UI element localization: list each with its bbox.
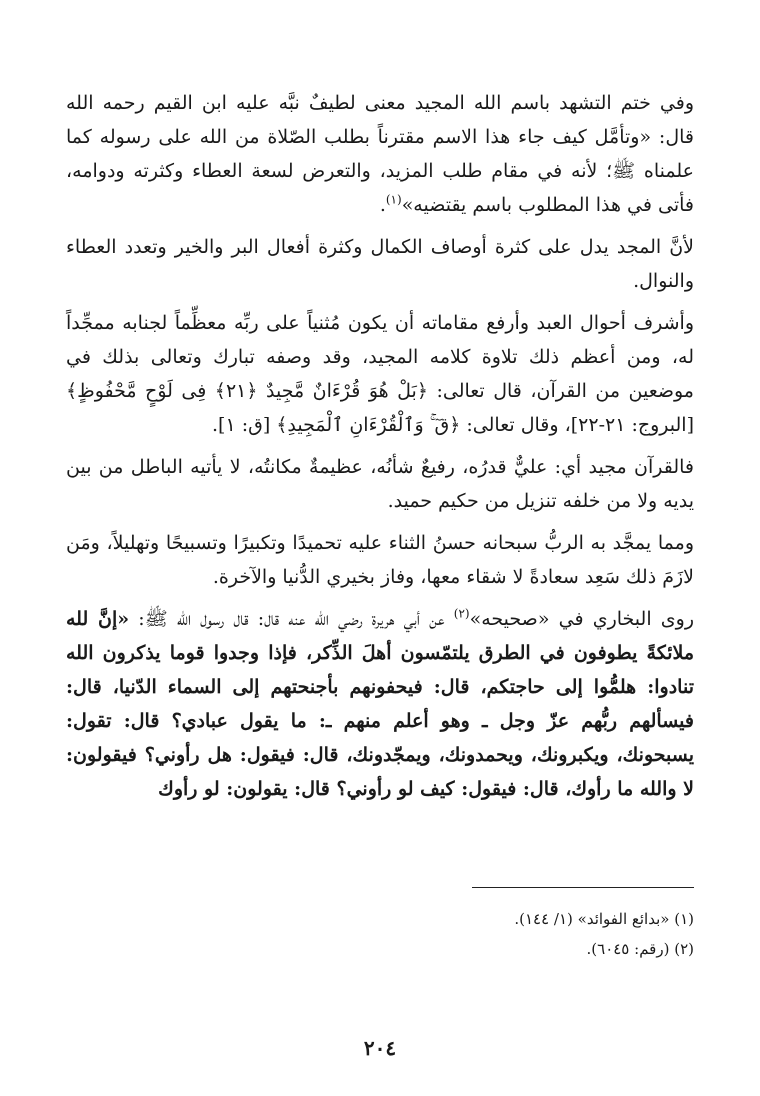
footnote-ref-2[interactable]: (٢) [453,606,470,621]
paragraph-majd-meaning: لأنَّ المجد يدل على كثرة أوصاف الكمال وكثرة أفعال البر والخير وتعدد العطاء والنوال. [66,236,694,292]
paragraph-quran-description: وأشرف أحوال العبد وأرفع مقاماته أن يكون مُثنياً على ربِّه معظِّماً لجنابه ممجِّداً له، ومن أعظم ذلك تلاوة كلامه المجيد، وقد وصفه تبارك وتعالى بذلك في موضعين من القرآن، قال تعالى: ﴿بَلْ هُوَ قُرْءَانٌ مَّجِيدٌ ﴿٢١﴾ فِى لَوْحٍ مَّحْفُوظٍ﴾ [البروج: ٢١-٢٢]، وقال تعالى: ﴿قٓ ۚ وَٱلْقُرْءَانِ ٱلْمَجِيدِ﴾ [ق: ١]. [66,312,694,436]
paragraph-quran-majeed: فالقرآن مجيد أي: عليٌّ قدرُه، رفيعٌ شأنُه، عظيمةٌ مكانتُه، لا يأتيه الباطل من بين يديه ولا من خلفه تنزيل من حكيم حميد. [66,456,694,512]
paragraph-glorification: ومما يمجَّد به الربُّ سبحانه حسنُ الثناء عليه تحميدًا وتكبيرًا وتسبيحًا وتهليلاً، ومَن لازَمَ ذلك سَعِد سعادةً لا شقاء معها، وفاز بخيري الدُّنيا والآخرة. [66,532,694,588]
page-number: ٢٠٤ [363,1036,397,1060]
paragraph-text: وفي ختم التشهد باسم الله المجيد معنى لطيفٌ نبَّه عليه ابن القيم رحمه الله قال: «وتأمَّل كيف جاء هذا الاسم مقترناً بطلب الصّلاة من الله على رسوله كما علمناه ﷺ؛ لأنه في مقام طلب المزيد، والتعرض لسعة العطاء وكثرته ودوامه، فأتى في هذا المطلوب باسم يقتضيه» [66,92,694,216]
paragraph-tail: . [379,194,386,216]
hadith-text: «إنَّ لله ملائكةً يطوفون في الطرق يلتمّسون أهلَ الذِّكر، فإذا وجدوا قوما يذكرون الله تنادوا: هلمُّوا إلى حاجتكم، قال: فيحفونهم بأجنحتهم إلى السماء الدّنيا، قال: فيسألهم ربُّهم عزّ وجل ـ وهو أعلم منهم ـ: ما يقول عبادي؟ قال: تقول: يسبحونك، ويكبرونك، ويحمدونك، ويمجّدونك، قال: فيقول: هل رأوني؟ فيقولون: لا والله ما رأوك، قال: فيقول: كيف لو رأوني؟ قال: يقولون: لو رأوك [66,608,694,800]
footnote-divider [472,887,694,888]
paragraph-ibn-qayyim [66,86,694,222]
hadith-intro: روى البخاري في «صحيحه» [469,608,694,630]
footnotes [66,904,694,964]
footnote-ref-1[interactable]: (١) [385,192,402,207]
page-body [66,86,694,806]
footnote-2: (٢) (رقم: ٦٠٤٥). [586,940,694,958]
paragraph-hadith [66,602,694,806]
hadith-intro-rest: عن أبي هريرة رضي الله عنه قال: قال رسول الله ﷺ: [129,608,454,630]
footnote-1: (١) «بدائع الفوائد» (١/ ١٤٤). [514,910,694,928]
